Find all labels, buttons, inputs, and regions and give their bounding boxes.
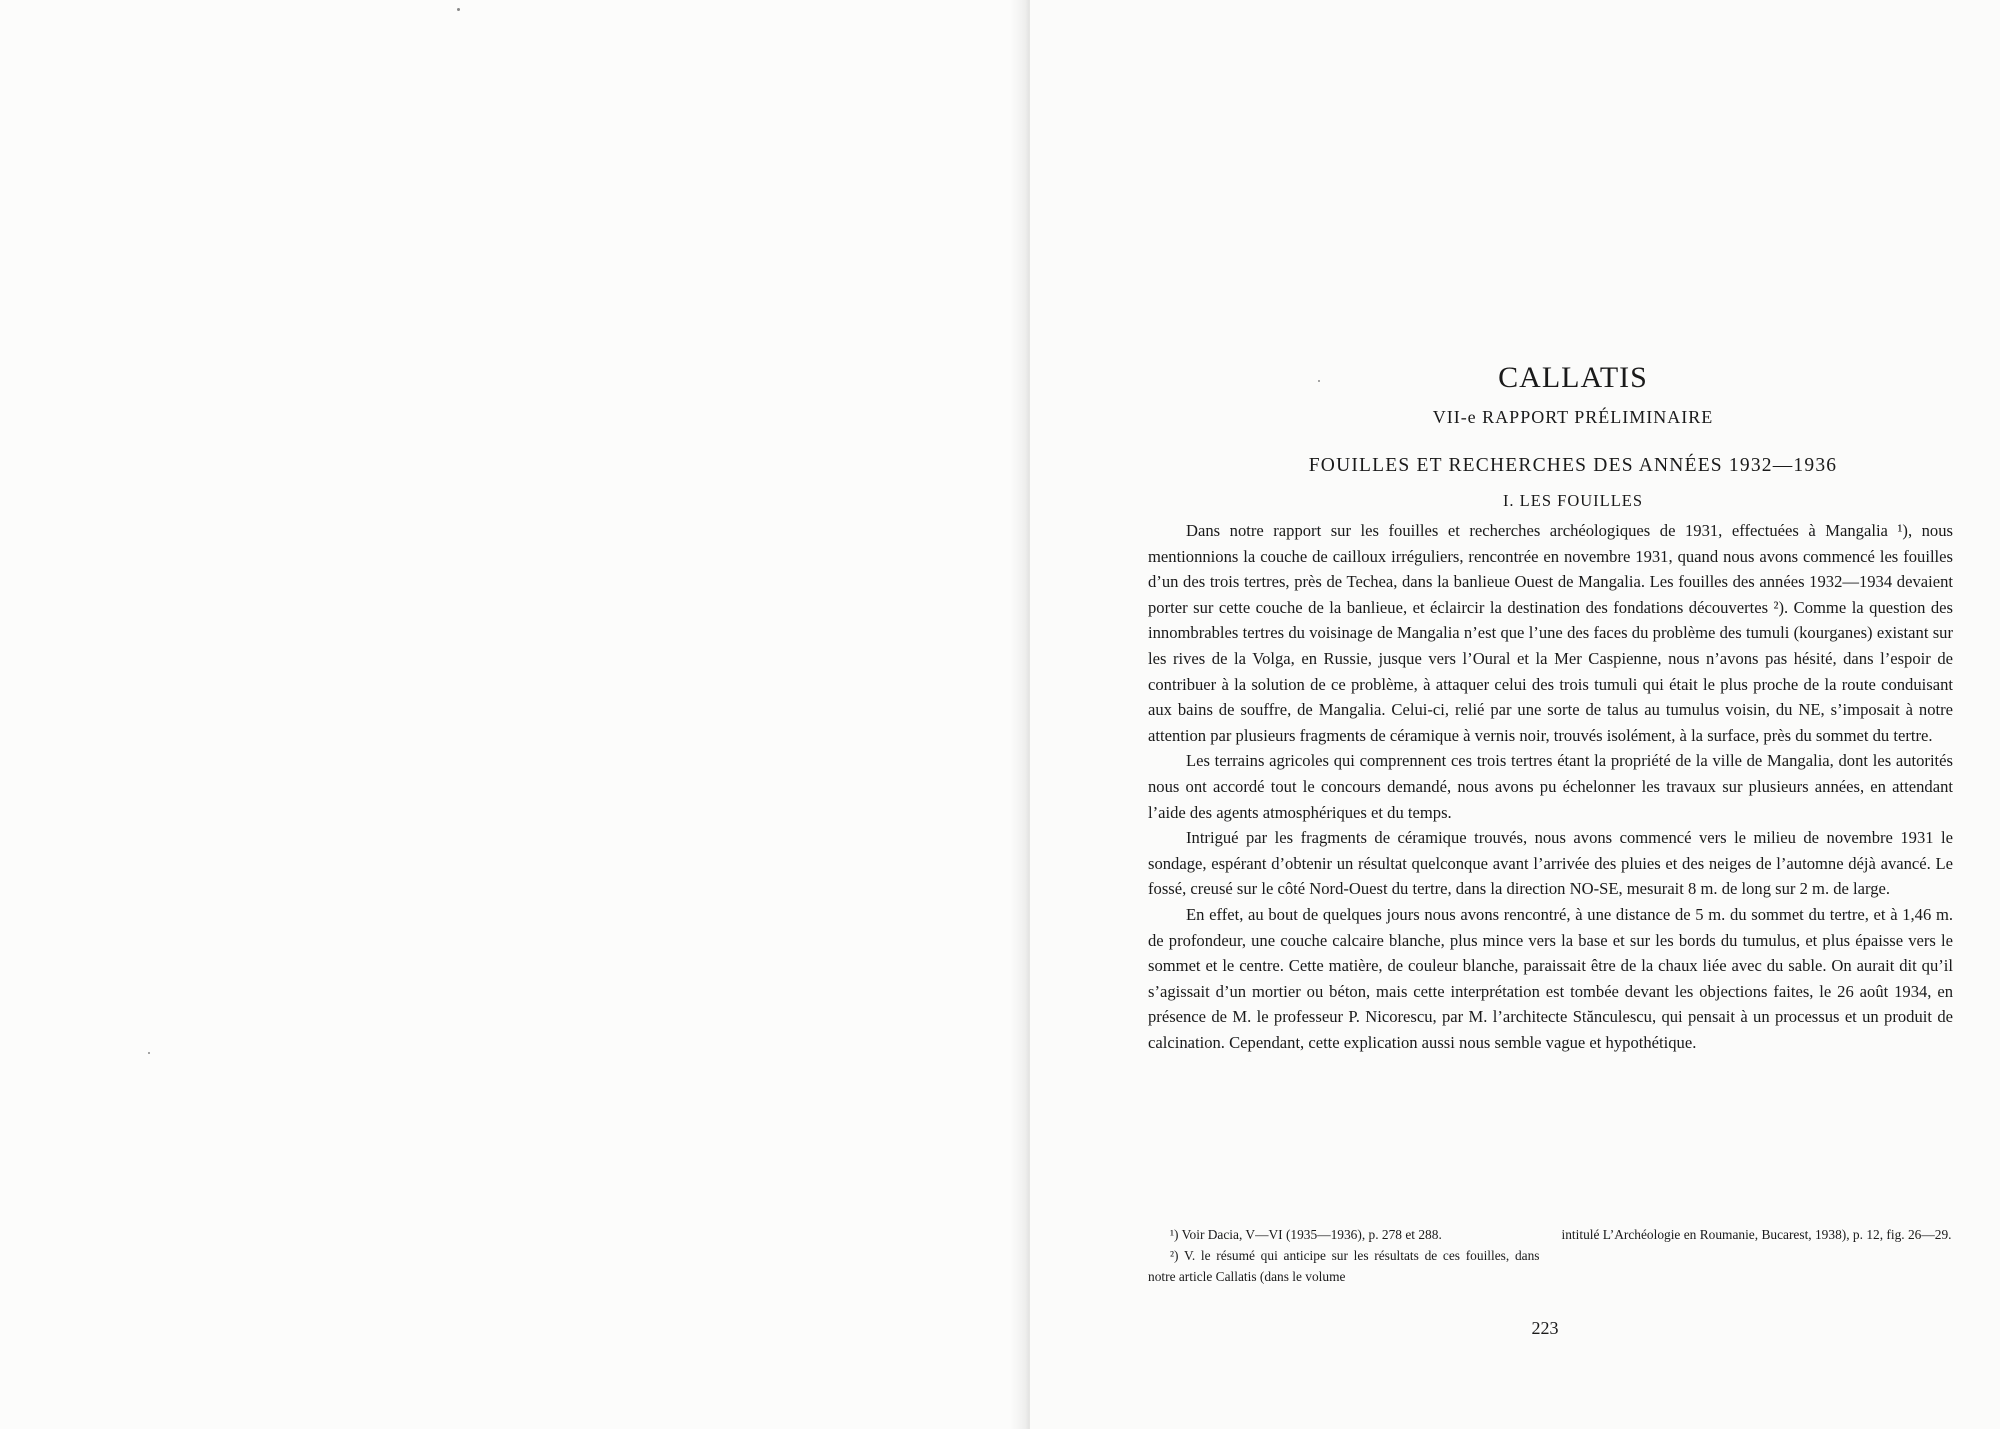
subsection-heading: I. LES FOUILLES [1502,491,1644,510]
footnote-1: ¹) Voir Dacia, V—VI (1935—1936), p. 278 et 288. [1170,1227,1442,1242]
footnotes [1148,1224,1953,1287]
paragraph-1: Dans notre rapport sur les fouilles et recherches archéologiques de 1931, effectuées à Mangalia ¹), nous mentionnions la couche de cailloux irréguliers, rencontrée en novembre 1931, quand nous avons commencé les fouilles d’un des trois tertres, près de Techea, dans la banlieue Ouest de Mangalia. Les fouilles des années 1932—1934 devaient porter sur cette couche de la banlieue, et éclaircir la destination des fondations découvertes ²). Comme la question des innombrables tertres du voisinage de Mangalia n’est que l’une des faces du problème des tumuli (kourganes) existant sur les rives de la Volga, en Russie, jusque vers l’Oural et la Mer Caspienne, nous n’avons pas hésité, dans l’espoir de contribuer à la solution de ce problème, à attaquer celui des trois tumuli qui était le plus proche de la route conduisant aux bains de souffre, de Mangalia. Celui-ci, relié par une sorte de talus au tumulus voisin, du NE, s’imposait à notre attention par plusieurs fragments de céramique à vernis noir, trouvés isolément, à la surface, près du sommet du tertre. [1148,521,1953,745]
article-subtitle: VII-e RAPPORT PRÉLIMINAIRE [1432,407,1714,427]
paper-speck [457,8,460,11]
footnotes-left-column [1148,1224,1540,1287]
article-title: CALLATIS [1498,361,1648,394]
paper-speck [148,1052,150,1054]
section-heading: FOUILLES ET RECHERCHES DES ANNÉES 1932—1936 [1308,455,1838,476]
footnote-2-continued: intitulé L’Archéologie en Roumanie, Bucarest, 1938), p. 12, fig. 26—29. [1561,1227,1952,1242]
footnotes-right-column [1562,1224,1954,1287]
paragraph-3: Intrigué par les fragments de céramique trouvés, nous avons commencé vers le milieu de novembre 1931 le sondage, espérant d’obtenir un résultat quelconque avant l’arrivée des pluies et des neiges de l’automne déjà avancé. Le fossé, creusé sur le côté Nord-Ouest du tertre, dans la direction NO-SE, mesurait 8 m. de long sur 2 m. de large. [1148,828,1953,899]
body-text [1148,518,1953,1055]
paragraph-4: En effet, au bout de quelques jours nous avons rencontré, à une distance de 5 m. du sommet du tertre, et à 1,46 m. de profondeur, une couche calcaire blanche, plus mince vers la base et sur les bords du tumulus, et plus épaisse vers le sommet et le centre. Cette matière, de couleur blanche, paraissait être de la chaux liée avec du sable. On aurait dit qu’il s’agissait d’un mortier ou béton, mais cette interprétation est tombée devant les objections faites, le 26 août 1934, en présence de M. le professeur P. Nicorescu, par M. l’architecte Stănculescu, qui pensait à un processus et un produit de calcination. Cependant, cette explication aussi nous semble vague et hypothétique. [1148,904,1953,1052]
paragraph-2: Les terrains agricoles qui comprennent ces trois tertres étant la propriété de la ville de Mangalia, dont les autorités nous ont accordé tout le concours demandé, nous avons pu échelonner les travaux sur plusieurs années, en attendant l’aide des agents atmosphériques et du temps. [1148,751,1953,822]
page-number: 223 [1531,1318,1559,1338]
footnote-2: ²) V. le résumé qui anticipe sur les résultats de ces fouilles, dans notre article Callatis (dans le volume [1148,1248,1540,1284]
article-content [1148,360,1953,1055]
